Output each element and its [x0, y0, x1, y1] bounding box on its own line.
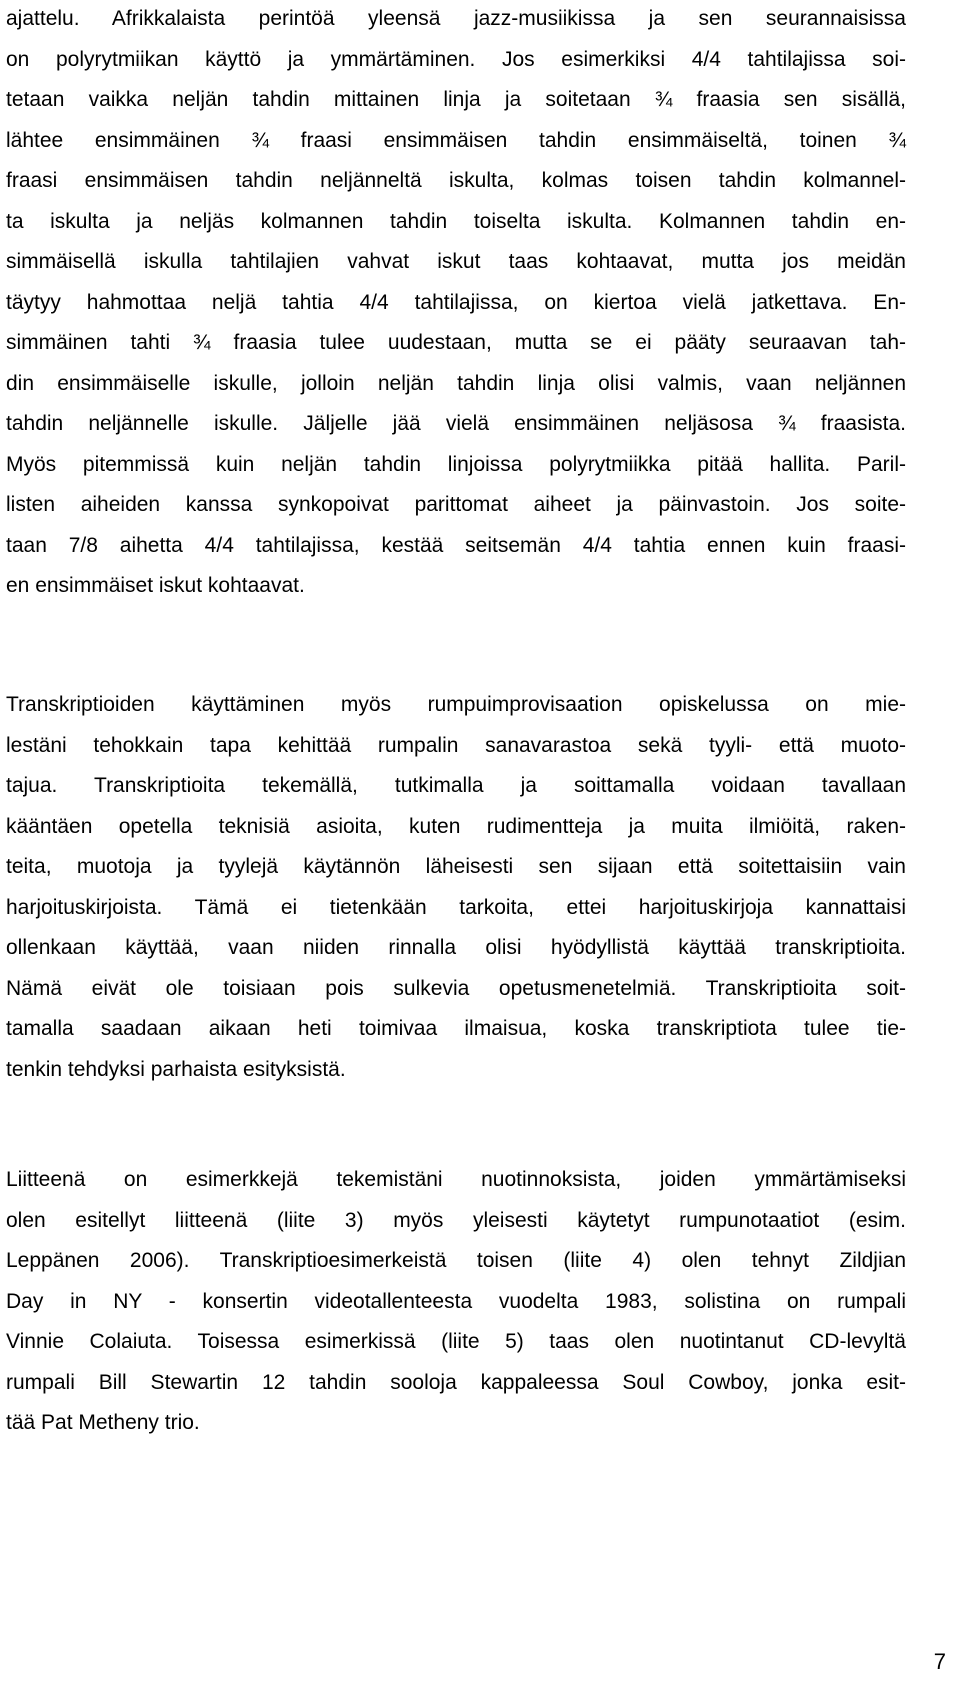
text-line: on polyrytmiikan käyttö ja ymmärtäminen. Jos esimerkiksi 4/4 tahtilajissa soi-	[6, 47, 906, 71]
text-line: Leppänen 2006). Transkriptioesimerkeistä toisen (liite 4) olen tehnyt Zildjian	[6, 1249, 906, 1272]
text-line: taan 7/8 aihetta 4/4 tahtilajissa, kestää seitsemän 4/4 tahtia ennen kuin fraasi-	[6, 533, 906, 557]
text-line: ollenkaan käyttää, vaan niiden rinnalla olisi hyödyllistä käyttää transkriptioita.	[6, 936, 906, 959]
text-line: tetaan vaikka neljän tahdin mittainen linja ja soitetaan ¾ fraasia sen sisällä,	[6, 88, 906, 111]
text-line: täytyy hahmottaa neljä tahtia 4/4 tahtilajissa, on kiertoa vielä jatkettava. En-	[6, 290, 906, 314]
text-line: Day in NY - konsertin videotallenteesta vuodelta 1983, solistina on rumpali	[6, 1289, 906, 1313]
text-line: Myös pitemmissä kuin neljän tahdin linjoissa polyrytmiikka pitää hallita. Paril-	[6, 452, 906, 476]
text-line: en ensimmäiset iskut kohtaavat.	[6, 574, 305, 597]
text-line: lestäni tehokkain tapa kehittää rumpalin sanavarastoa sekä tyyli- että muoto-	[6, 733, 906, 757]
text-line: teita, muotoja ja tyylejä käytännön läheisesti sen sijaan että soitettaisiin vain	[6, 855, 906, 878]
text-line: tamalla saadaan aikaan heti toimivaa ilmaisua, koska transkriptiota tulee tie-	[6, 1017, 906, 1040]
text-line: Liitteenä on esimerkkejä tekemistäni nuotinnoksista, joiden ymmärtämiseksi	[6, 1168, 906, 1191]
text-line: olen esitellyt liitteenä (liite 3) myös yleisesti käytetyt rumpunotaatiot (esim.	[6, 1208, 906, 1232]
text-line: Nämä eivät ole toisiaan pois sulkevia opetusmenetelmiä. Transkriptioita soit-	[6, 976, 906, 1000]
text-line: Vinnie Colaiuta. Toisessa esimerkissä (liite 5) taas olen nuotintanut CD-levyltä	[6, 1330, 906, 1353]
text-line: kääntäen opetella teknisiä asioita, kuten rudimentteja ja muita ilmiöitä, raken-	[6, 814, 906, 838]
text-line: tajua. Transkriptioita tekemällä, tutkimalla ja soittamalla voidaan tavallaan	[6, 774, 906, 797]
text-line: din ensimmäiselle iskulle, jolloin neljän tahdin linja olisi valmis, vaan neljännen	[6, 371, 906, 395]
text-line: lähtee ensimmäinen ¾ fraasi ensimmäisen tahdin ensimmäiseltä, toinen ¾	[6, 128, 906, 152]
paragraph-appendices	[6, 1160, 906, 1444]
paragraph-polyrhythm	[6, 0, 906, 607]
text-line: rumpali Bill Stewartin 12 tahdin sooloja kappaleessa Soul Cowboy, jonka esit-	[6, 1370, 906, 1394]
text-line: tenkin tehdyksi parhaista esityksistä.	[6, 1057, 346, 1081]
text-line: ajattelu. Afrikkalaista perintöä yleensä jazz-musiikissa ja sen seurannaisissa	[6, 7, 906, 30]
text-line: harjoituskirjoista. Tämä ei tietenkään tarkoita, ettei harjoituskirjoja kannattaisi	[6, 895, 906, 919]
text-line: simmäinen tahti ¾ fraasia tulee uudestaan, mutta se ei pääty seuraavan tah-	[6, 331, 906, 354]
text-line: tää Pat Metheny trio.	[6, 1411, 200, 1434]
text-line: ta iskulta ja neljäs kolmannen tahdin toiselta iskulta. Kolmannen tahdin en-	[6, 209, 906, 233]
text-line: simmäisellä iskulla tahtilajien vahvat iskut taas kohtaavat, mutta jos meidän	[6, 250, 906, 273]
text-line: Transkriptioiden käyttäminen myös rumpuimprovisaation opiskelussa on mie-	[6, 693, 906, 716]
text-line: tahdin neljännelle iskulle. Jäljelle jää vielä ensimmäinen neljäsosa ¾ fraasista.	[6, 412, 906, 435]
text-line: fraasi ensimmäisen tahdin neljänneltä iskulta, kolmas toisen tahdin kolmannel-	[6, 169, 906, 192]
paragraph-transcriptions	[6, 685, 906, 1090]
text-line: listen aiheiden kanssa synkopoivat parittomat aiheet ja päinvastoin. Jos soite-	[6, 493, 906, 516]
page-number: 7	[933, 1649, 946, 1674]
